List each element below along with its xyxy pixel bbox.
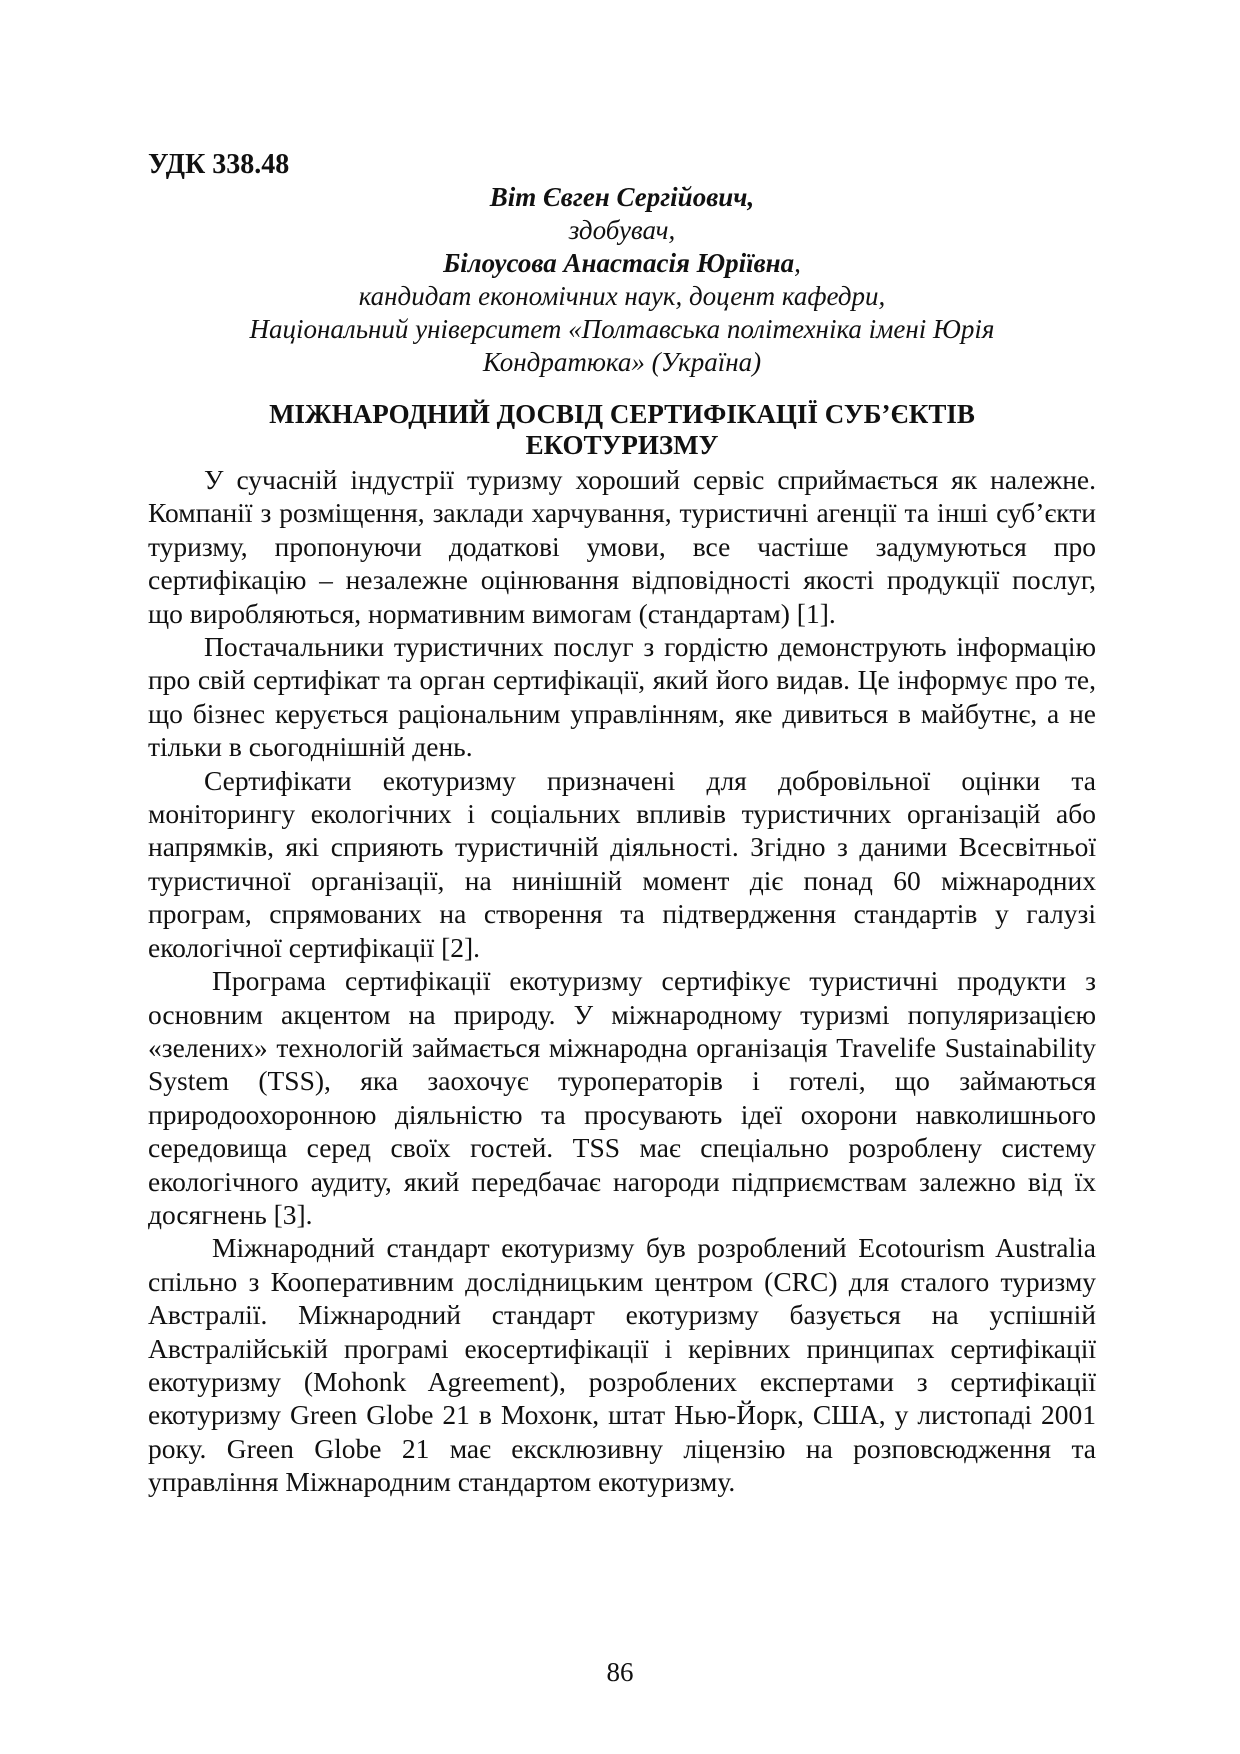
- body-paragraph-3: Сертифікати екотуризму призначені для добровільної оцінки та моніторингу екологічних і соціальних впливів туристичних організацій або напрямків, які сприяють туристичній діяльності. Згідно з даними Всесвітньої туристичної організації, на нинішній момент діє понад 60 міжнародних програм, спрямованих на створення та підтвердження стандартів у галузі екологічної сертифікації [2].: [148, 764, 1096, 963]
- title-line-1: МІЖНАРОДНИЙ ДОСВІД СЕРТИФІКАЦІЇ СУБ’ЄКТІВ: [269, 399, 975, 429]
- author-2-role: кандидат економічних наук, доцент кафедри,: [358, 281, 886, 311]
- body-paragraph-2: Постачальники туристичних послуг з гордістю демонструють інформацію про свій сертифікат та орган сертифікації, який його видав. Це інформує про те, що бізнес керується раціональним управлінням, яке дивиться в майбутнє, а не тільки в сьогоднішній день.: [148, 631, 1096, 763]
- author-1-name: Віт Євген Сергійович,: [489, 182, 755, 212]
- author-2-name: Білоусова Анастасія Юріївна: [443, 248, 795, 278]
- body-paragraph-5: Міжнародний стандарт екотуризму був розроблений Ecotourism Australia спільно з Кооперативним дослідницьким центром (CRC) для сталого туризму Австралії. Міжнародний стандарт екотуризму базується на успішній Австралійській програмі екосертифікації і керівних принципах сертифікації екотуризму (Mohonk Agreement), розроблених експертами з сертифікації екотуризму Green Globe 21 в Мохонк, штат Нью-Йорк, США, у листопаді 2001 року. Green Globe 21 має ексклюзивну ліцензію на розповсюдження та управління Міжнародним стандартом екотуризму.: [148, 1232, 1096, 1498]
- article-body: [148, 463, 1096, 1499]
- title-line-2: ЕКОТУРИЗМУ: [525, 430, 719, 460]
- author-block: [148, 181, 1096, 379]
- page-number: 86: [606, 1657, 634, 1687]
- paper-page: [148, 148, 1096, 1499]
- body-paragraph-1: У сучасній індустрії туризму хороший сервіс сприймається як належне. Компанії з розміщення, заклади харчування, туристичні агенції та інші суб’єкти туризму, пропонуючи додаткові умови, все частіше задумуються про сертифікацію – незалежне оцінювання відповідності якості продукції послуг, що виробляються, нормативним вимогам (стандартам) [1].: [148, 464, 1096, 629]
- article-title: [148, 399, 1096, 461]
- affiliation-line-2: Кондратюка» (Україна): [482, 347, 762, 377]
- author-1-role: здобувач,: [568, 215, 676, 245]
- affiliation-line-1: Національний університет «Полтавська політехніка імені Юрія: [249, 314, 995, 344]
- author-2-comma: ,: [794, 248, 801, 278]
- author-2-line: [148, 247, 1096, 280]
- body-paragraph-4: Програма сертифікації екотуризму сертифікує туристичні продукти з основним акцентом на природу. У міжнародному туризмі популяризацією «зелених» технологій займається міжнародна організація Travelife Sustainability System (TSS), яка заохочує туроператорів і готелі, що займаються природоохоронною діяльністю та просувають ідеї охорони навколишнього середовища серед своїх гостей. TSS має спеціально розроблену систему екологічного аудиту, який передбачає нагороди підприємствам залежно від їх досягнень [3].: [148, 965, 1096, 1230]
- udc-code: УДК 338.48: [148, 149, 290, 180]
